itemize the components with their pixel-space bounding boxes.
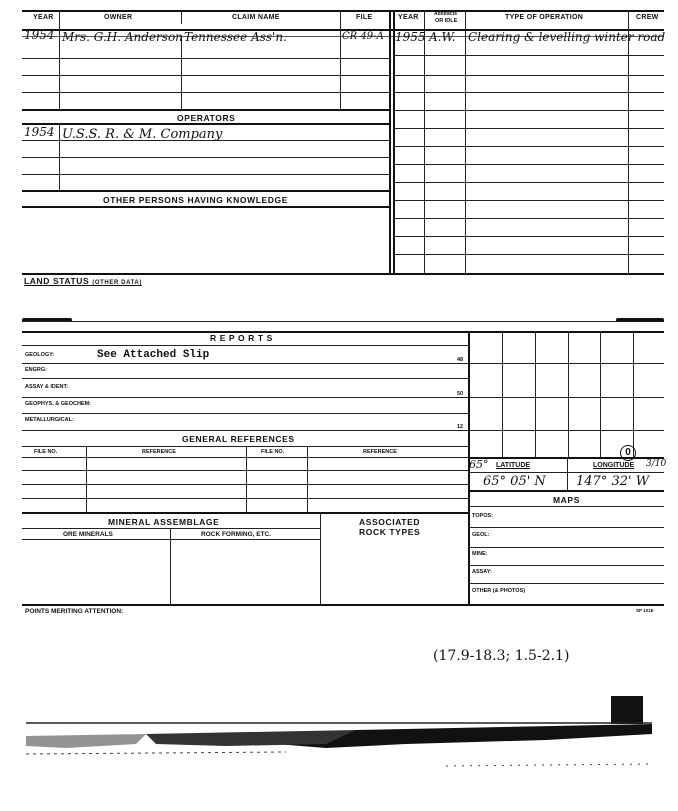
latitude-value: 65° 05' N	[483, 474, 546, 489]
engrg-label: ENGRG:	[25, 367, 47, 373]
general-references-title: GENERAL REFERENCES	[182, 434, 295, 444]
geology-label: GEOLOGY:	[25, 352, 55, 358]
maps-other: OTHER (& PHOTOS)	[472, 588, 526, 594]
maps-mine: MINE:	[472, 551, 488, 557]
work-type-1: Clearing & levelling winter road	[468, 30, 666, 44]
associated-label: ASSOCIATED	[359, 517, 421, 527]
claim-owner-1: Mrs. G.H. Anderson	[62, 30, 183, 44]
scan-noise-band	[26, 714, 652, 774]
geophys-label: GEOPHYS. & GEOCHEM:	[25, 401, 92, 407]
maps-topos: TOPOS:	[472, 513, 493, 519]
claims-year-header: YEAR	[33, 14, 54, 21]
report-mark-c: 12	[457, 424, 464, 430]
ref-reference-1: REFERENCE	[142, 449, 176, 455]
work-year-1: 1955	[395, 30, 426, 44]
mineral-assemblage-title: MINERAL ASSEMBLAGE	[108, 517, 220, 527]
ref-file-no-1: FILE NO.	[34, 449, 58, 455]
operators-title: OPERATORS	[177, 113, 236, 123]
work-status-header-top: Abstracts	[434, 11, 458, 17]
longitude-value: 147° 32' W	[576, 474, 650, 489]
longitude-label: LONGITUDE	[593, 462, 635, 469]
latitude-prefix: 65°	[469, 458, 489, 471]
rock-forming-label: ROCK FORMING, ETC.	[201, 531, 272, 538]
metallurgical-label: METALLURGICAL:	[25, 417, 74, 423]
form-number: SP 101E	[636, 608, 654, 613]
claim-name-1: Tennessee Ass'n.	[184, 30, 287, 44]
latitude-label: LATITUDE	[496, 462, 531, 469]
claims-file-header: FILE	[356, 14, 373, 21]
separator-stroke-right	[616, 318, 664, 322]
points-label: POINTS MERITING ATTENTION:	[25, 608, 124, 615]
work-type-header: TYPE OF OPERATION	[505, 14, 584, 21]
work-year-header: YEAR	[398, 14, 419, 21]
maps-geol: GEOL:	[472, 532, 490, 538]
claims-name-header: CLAIM NAME	[232, 14, 280, 21]
claims-owner-header: OWNER	[104, 14, 133, 21]
longitude-mark: 3/10	[646, 459, 667, 469]
work-status-header-bottom: OR IDLE	[435, 18, 458, 24]
handwritten-note: (17.9-18.3; 1.5-2.1)	[433, 648, 570, 664]
work-crew-header: CREW	[636, 14, 659, 21]
maps-title: MAPS	[553, 495, 580, 505]
rock-types-label: ROCK TYPES	[359, 527, 421, 537]
land-status-label: LAND STATUS (OTHER DATA)	[24, 276, 142, 286]
maps-assay: ASSAY:	[472, 569, 492, 575]
claim-year-1: 1954	[24, 28, 55, 42]
circled-mark: 0	[620, 445, 636, 461]
ore-minerals-label: ORE MINERALS	[63, 531, 113, 538]
report-mark-b: 50	[457, 391, 464, 397]
other-persons-title: OTHER PERSONS HAVING KNOWLEDGE	[103, 195, 289, 205]
report-mark-a: 48	[457, 357, 464, 363]
assay-label: ASSAY & IDENT:	[25, 384, 69, 390]
ref-reference-2: REFERENCE	[363, 449, 397, 455]
ref-file-no-2: FILE NO.	[261, 449, 285, 455]
work-status-1: A.W.	[429, 30, 456, 44]
operator-year-1: 1954	[24, 125, 55, 139]
reports-title: R E P O R T S	[210, 333, 273, 343]
operator-name-1: U.S.S. R. & M. Company	[62, 127, 223, 142]
geology-value: See Attached Slip	[97, 349, 210, 361]
claim-file-1: CR 49-A	[342, 31, 384, 42]
